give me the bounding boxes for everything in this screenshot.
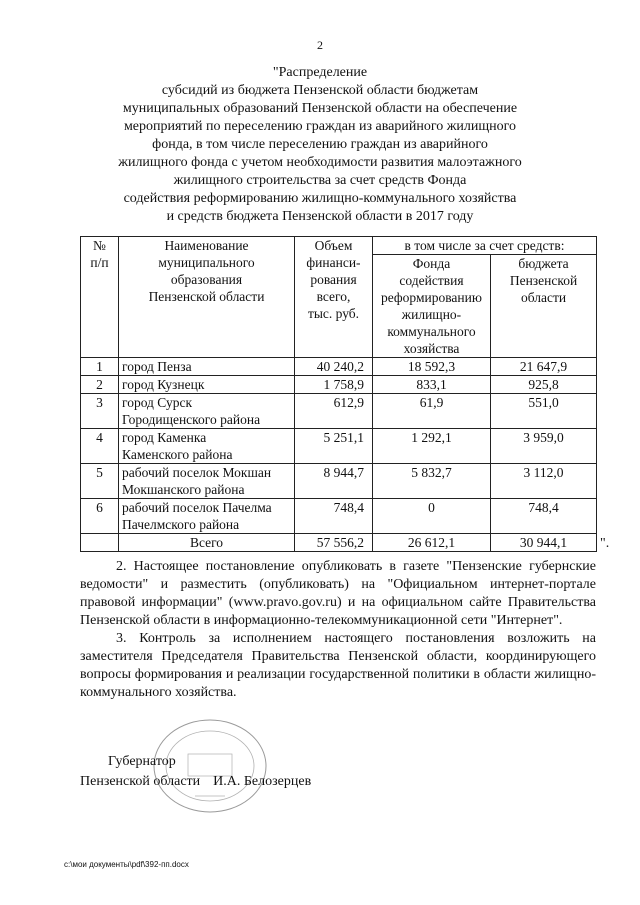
header-group: в том числе за счет средств:: [373, 237, 597, 255]
title-line: фонда, в том числе переселению граждан из аварийного: [152, 137, 488, 152]
row-fund: 833,1: [373, 376, 491, 394]
row-total: 40 240,2: [295, 358, 373, 376]
page-number: 2: [317, 38, 323, 52]
table-row: [81, 376, 597, 394]
closing-quote: ".: [600, 536, 610, 551]
signature-title-1: Губернатор: [108, 754, 176, 769]
subsidy-table: [80, 236, 597, 552]
row-budget: 21 647,9: [491, 358, 597, 376]
total-budget: 30 944,1: [491, 534, 597, 552]
title-line: муниципальных образований Пензенской области на обеспечение: [122, 101, 518, 116]
row-total: 8 944,7: [295, 464, 373, 499]
row-num: 2: [81, 376, 119, 394]
row-fund: 1 292,1: [373, 429, 491, 464]
table-total-row: [81, 534, 597, 552]
paragraph-3: [80, 630, 596, 702]
row-fund: 5 832,7: [373, 464, 491, 499]
row-total: 748,4: [295, 499, 373, 534]
title-line: жилищного фонда с учетом необходимости развития малоэтажного: [118, 155, 522, 170]
paragraph-2-text: 2. Настоящее постановление опубликовать в газете "Пензенские губернские ведомости" и разместить (опубликовать) на "Официальном интернет-портале правовой информации" (www.pravo.gov.ru) и на официальном сайте Правительства Пензенской области в информационно-телекоммуникационной сети "Интернет".: [80, 559, 596, 628]
paragraph-2: [80, 558, 596, 630]
row-num: 6: [81, 499, 119, 534]
table-row: [81, 499, 597, 534]
row-total: 612,9: [295, 394, 373, 429]
row-num: 1: [81, 358, 119, 376]
row-fund: 18 592,3: [373, 358, 491, 376]
title-line: "Распределение: [272, 65, 368, 80]
title-line: и средств бюджета Пензенской области в 2017 году: [166, 209, 474, 224]
header-fund: Фонда содействия реформированию жилищно- коммунального хозяйства: [373, 255, 491, 358]
signature-name: И.А. Белозерцев: [213, 774, 312, 789]
signature-title-2: Пензенской области: [80, 774, 201, 789]
row-name: рабочий поселок Мокшан Мокшанского района: [119, 464, 295, 499]
title-line: содействия реформированию жилищно-коммунального хозяйства: [123, 191, 517, 206]
row-num: 4: [81, 429, 119, 464]
row-budget: 3 112,0: [491, 464, 597, 499]
row-name: город Пенза: [119, 358, 295, 376]
total-label: Всего: [119, 534, 295, 552]
signature-block: [80, 752, 311, 792]
header-budget: бюджета Пензенской области: [491, 255, 597, 358]
document-title: [60, 64, 580, 226]
header-num: № п/п: [81, 237, 119, 358]
table-row: [81, 394, 597, 429]
row-budget: 925,8: [491, 376, 597, 394]
table-row: [81, 464, 597, 499]
total-total: 57 556,2: [295, 534, 373, 552]
title-line: субсидий из бюджета Пензенской области бюджетам: [161, 83, 479, 98]
row-name: город Каменка Каменского района: [119, 429, 295, 464]
total-fund: 26 612,1: [373, 534, 491, 552]
row-budget: 3 959,0: [491, 429, 597, 464]
title-line: жилищного строительства за счет средств Фонда: [173, 173, 467, 188]
title-line: мероприятий по переселению граждан из аварийного жилищного: [123, 119, 517, 134]
table-row: [81, 358, 597, 376]
row-budget: 551,0: [491, 394, 597, 429]
row-fund: 0: [373, 499, 491, 534]
row-name: рабочий поселок Пачелма Пачелмского района: [119, 499, 295, 534]
row-fund: 61,9: [373, 394, 491, 429]
row-num: 5: [81, 464, 119, 499]
header-total: Объем финанси- рования всего, тыс. руб.: [295, 237, 373, 358]
paragraph-3-text: 3. Контроль за исполнением настоящего постановления возложить на заместителя Председателя Правительства Пензенской области, координирующего вопросы формирования и реализации государственной политики в области жилищно-коммунального хозяйства.: [80, 631, 596, 700]
row-total: 5 251,1: [295, 429, 373, 464]
footer-file-path: c:\мои документы\pdf\392-пп.docx: [64, 860, 189, 869]
row-name: город Сурск Городищенского района: [119, 394, 295, 429]
row-num-empty: [81, 534, 119, 552]
row-total: 1 758,9: [295, 376, 373, 394]
header-name: Наименование муниципального образования Пензенской области: [119, 237, 295, 358]
row-budget: 748,4: [491, 499, 597, 534]
table-row: [81, 429, 597, 464]
row-name: город Кузнецк: [119, 376, 295, 394]
row-num: 3: [81, 394, 119, 429]
